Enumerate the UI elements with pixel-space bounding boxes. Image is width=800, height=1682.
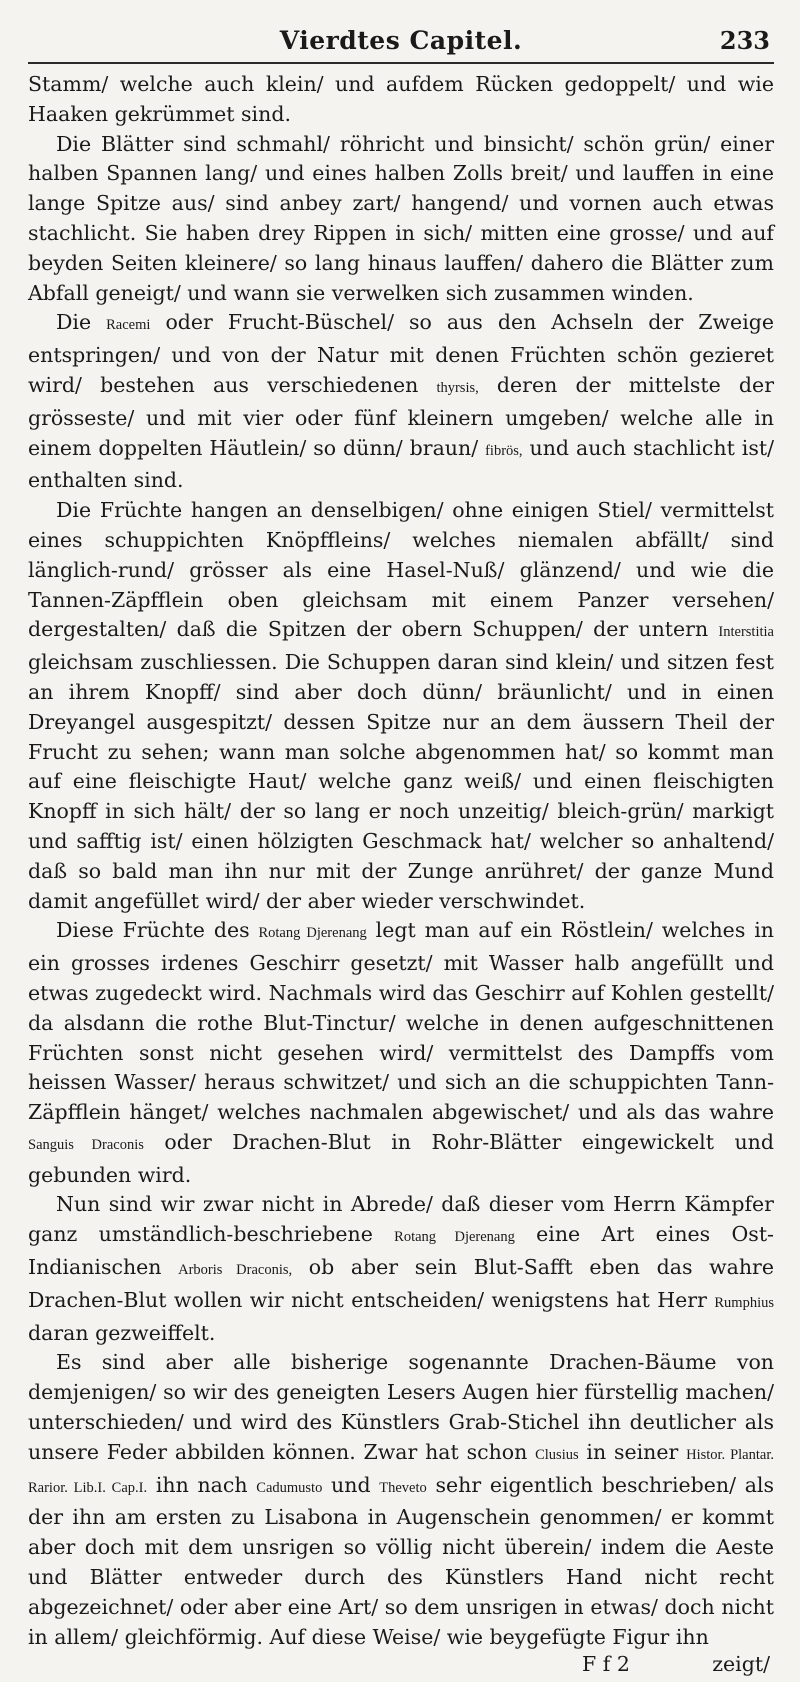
latin-term: fibrös, <box>485 442 523 459</box>
text-run: Stamm/ welche auch klein/ und aufdem Rücken gedoppelt/ und wie Haaken gekrümmet sind. <box>28 72 774 126</box>
latin-term: Sanguis Draconis <box>28 1136 144 1153</box>
latin-term: Theveto <box>379 1479 427 1496</box>
latin-term: Rotang Djerenang <box>394 1229 515 1246</box>
text-run: ihn nach <box>147 1472 257 1497</box>
paragraph <box>28 916 774 1190</box>
paragraph <box>28 130 774 309</box>
text-run: und auch stachlicht ist/ enthalten sind. <box>28 435 774 493</box>
text-run: daran gezweiffelt. <box>28 1320 216 1345</box>
latin-term: Racemi <box>106 317 151 334</box>
paragraph <box>28 1190 774 1348</box>
paragraph <box>28 308 774 496</box>
text-run: legt man auf ein Röstlein/ welches in ein grosses irdenes Geschirr gesetzt/ mit Wasser halb angefüllt und etwas zugedeckt wird. Nachmals wird das Geschirr auf Kohlen gestellt/ da alsdann die rothe Blut-Tinctur/ welche in denen aufgeschnittenen Früchten sonst nicht gesehen wird/ vermittelst des Dampffs vom heissen Wasser/ heraus schwitzet/ und sich an die schuppichten Tann-Zäpfflein hänget/ welches nachmalen abgewischet/ und als das wahre <box>28 918 774 1125</box>
latin-term: Cadumusto <box>256 1479 323 1496</box>
text-run: oder Frucht-Büschel/ so aus den Achseln der Zweige entspringen/ und von der Natur mit denen Früchten schön gezieret wird/ bestehen aus verschiedenen <box>28 310 775 397</box>
text-run: Die Früchte hangen an denselbigen/ ohne einigen Stiel/ vermittelst eines schuppichten Knöpffleins/ welches niemalen abfällt/ sind länglich-rund/ grösser als eine Hasel-Nuß/ glänzend/ und wie die Tannen-Zäpfflein oben gleichsam mit einem Panzer versehen/ dergestalten/ daß die Spitzen der obern Schuppen/ der untern <box>28 498 774 642</box>
text-run: in seiner <box>578 1439 687 1464</box>
text-run: Diese Früchte des <box>56 918 259 943</box>
latin-term: Clusius <box>535 1446 579 1463</box>
text-run: Die Blätter sind schmahl/ röhricht und binsicht/ schön grün/ einer halben Spannen lang/ und eines halben Zolls breit/ und lauffen in eine lange Spitze aus/ sind anbey zart/ hangend/ und vornen auch etwas stachlicht. Sie haben drey Rippen in sich/ mitten eine grosse/ und auf beyden Seiten kleinere/ so lang hinaus lauffen/ dahero die Blätter zum Abfall geneigt/ und wann sie verwelken sich zusammen winden. <box>28 131 774 305</box>
latin-term: Interstitia <box>718 624 774 641</box>
latin-term: Arboris Draconis, <box>178 1262 293 1279</box>
paragraph <box>28 70 774 130</box>
text-run: und <box>322 1472 380 1497</box>
paragraph <box>28 496 774 916</box>
page-footer <box>28 1652 774 1682</box>
text-run: Die <box>56 310 107 335</box>
latin-term: thyrsis, <box>436 379 479 396</box>
text-run: gleichsam zuschliessen. Die Schuppen daran sind klein/ und sitzen fest an ihrem Knopff/ sind aber doch dünn/ bräunlicht/ und in einen Dreyangel ausgespitzt/ dessen Spitze nur an dem äussern Theil der Frucht zu sehen; wann man solche abgenommen hat/ so kommt man auf eine fleischigte Haut/ welche ganz weiß/ und einen fleischigten Knopff in sich hält/ der so lang er noch unzeitig/ bleich-grün/ markigt und safftig ist/ einen hölzigten Geschmack hat/ welcher so anhaltend/ daß so bald man ihn nur mit der Zunge anrühret/ der ganze Mund damit angefüllet wird/ der aber wieder verschwindet. <box>28 650 774 913</box>
latin-term: Rotang Djerenang <box>258 925 367 942</box>
catchword: zeigt/ <box>712 1652 770 1677</box>
latin-term: Rumphius <box>714 1294 774 1311</box>
text-run: deren der mittelste der grösseste/ und mit vier oder fünf kleinern umgeben/ welche alle in einem doppelten Häutlein/ so dünn/ braun/ <box>28 372 774 460</box>
paragraph <box>28 1348 774 1652</box>
text-run: eine Art eines Ost-Indianischen <box>28 1222 774 1280</box>
chapter-title: Vierdtes Capitel. <box>279 26 523 55</box>
text-run: oder Drachen-Blut in Rohr-Blätter eingewickelt und gebunden wird. <box>28 1129 774 1187</box>
text-run: Es sind aber alle bisherige sogenannte Drachen-Bäume von demjenigen/ so wir des geneigten Lesers Augen hier fürstellig machen/ unterschieden/ und wird des Künstlers Grab-Stichel ihn deutlicher als unsere Feder abbilden können. Zwar hat schon <box>28 1350 774 1464</box>
page-number: 233 <box>719 26 770 55</box>
running-header <box>28 20 774 64</box>
text-run: Nun sind wir zwar nicht in Abrede/ daß dieser vom Herrn Kämpfer ganz umständlich-beschriebene <box>28 1192 774 1247</box>
printer-signature: F f 2 <box>582 1652 630 1677</box>
text-run: ob aber sein Blut-Safft eben das wahre Drachen-Blut wollen wir nicht entscheiden/ wenigstens hat Herr <box>28 1255 774 1312</box>
latin-term: Histor. Plantar. Rarior. Lib.I. Cap.I. <box>28 1446 774 1496</box>
body-text <box>28 70 774 1652</box>
text-run: sehr eigentlich beschrieben/ als der ihn am ersten zu Lisabona in Augenschein genommen/ er kommt aber doch mit dem unsrigen so völlig nicht überein/ indem die Aeste und Blätter entweder durch des Künstlers Hand nicht recht abgezeichnet/ oder aber eine Art/ so dem unsrigen in etwas/ doch nicht in allem/ gleichförmig. Auf diese Weise/ wie beygefügte Figur ihn <box>28 1472 774 1649</box>
